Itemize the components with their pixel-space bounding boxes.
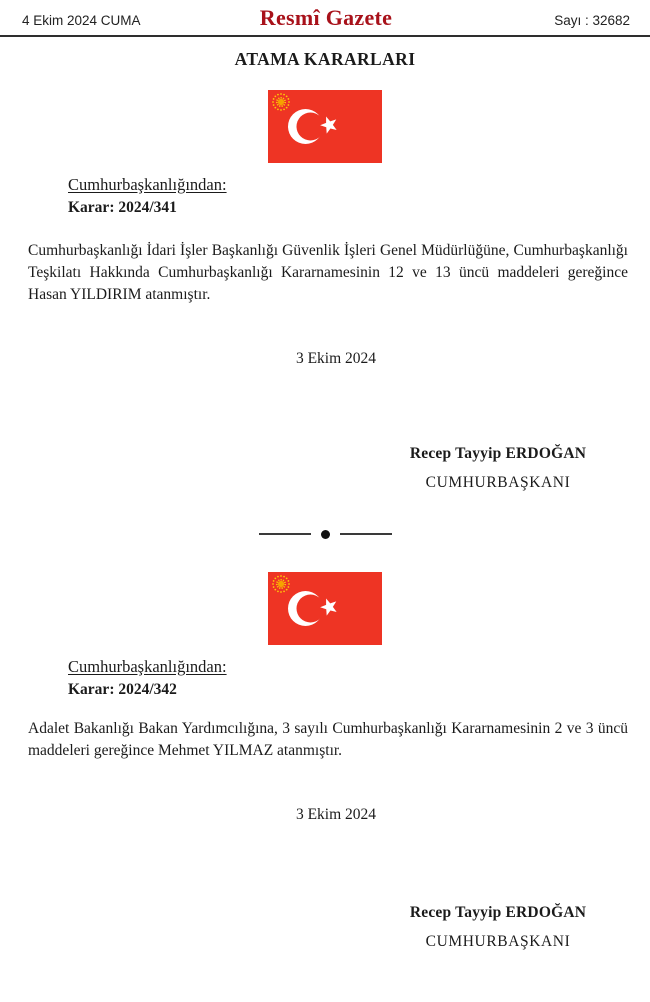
gazette-title: Resmî Gazete	[259, 5, 393, 30]
issue-number: Sayı : 32682	[554, 13, 630, 28]
decision-section-1	[0, 90, 650, 492]
turkish-presidential-flag-icon	[268, 572, 382, 645]
issuing-authority: Cumhurbaşkanlığından:	[68, 175, 227, 194]
decision-number: Karar: 2024/341	[68, 199, 177, 216]
publication-date: 4 Ekim 2024 CUMA	[22, 13, 141, 28]
decision-date: 3 Ekim 2024	[295, 350, 377, 367]
signature-block	[383, 904, 613, 951]
divider-line-right	[340, 533, 392, 535]
decision-body: Cumhurbaşkanlığı İdari İşler Başkanlığı Güvenlik İşleri Genel Müdürlüğüne, Cumhurbaşkanlığı Teşkilatı Hakkında Cumhurbaşkanlığı Kararnamesinin 12 ve 13 üncü maddeleri gereğince Hasan YILDIRIM atanmıştır.	[28, 242, 628, 303]
decision-body: Adalet Bakanlığı Bakan Yardımcılığına, 3 sayılı Cumhurbaşkanlığı Kararnamesinin 2 ve 3 üncü maddeleri gereğince Mehmet YILMAZ atanmıştır.	[28, 720, 628, 759]
section-divider	[0, 529, 650, 539]
issuing-authority: Cumhurbaşkanlığından:	[68, 657, 227, 676]
gazette-header	[0, 0, 650, 37]
page-title: ATAMA KARARLARI	[234, 49, 416, 69]
divider-line-left	[259, 533, 311, 535]
signer-name: Recep Tayyip ERDOĞAN	[409, 904, 587, 921]
turkish-presidential-flag-icon	[268, 90, 382, 163]
signature-block	[383, 445, 613, 492]
divider-bullet	[321, 530, 330, 539]
decision-date: 3 Ekim 2024	[295, 806, 377, 823]
signer-title: CUMHURBAŞKANI	[425, 474, 571, 491]
signer-name: Recep Tayyip ERDOĞAN	[409, 445, 587, 462]
decision-number: Karar: 2024/342	[68, 681, 177, 698]
signer-title: CUMHURBAŞKANI	[425, 933, 571, 950]
decision-section-2	[0, 572, 650, 951]
